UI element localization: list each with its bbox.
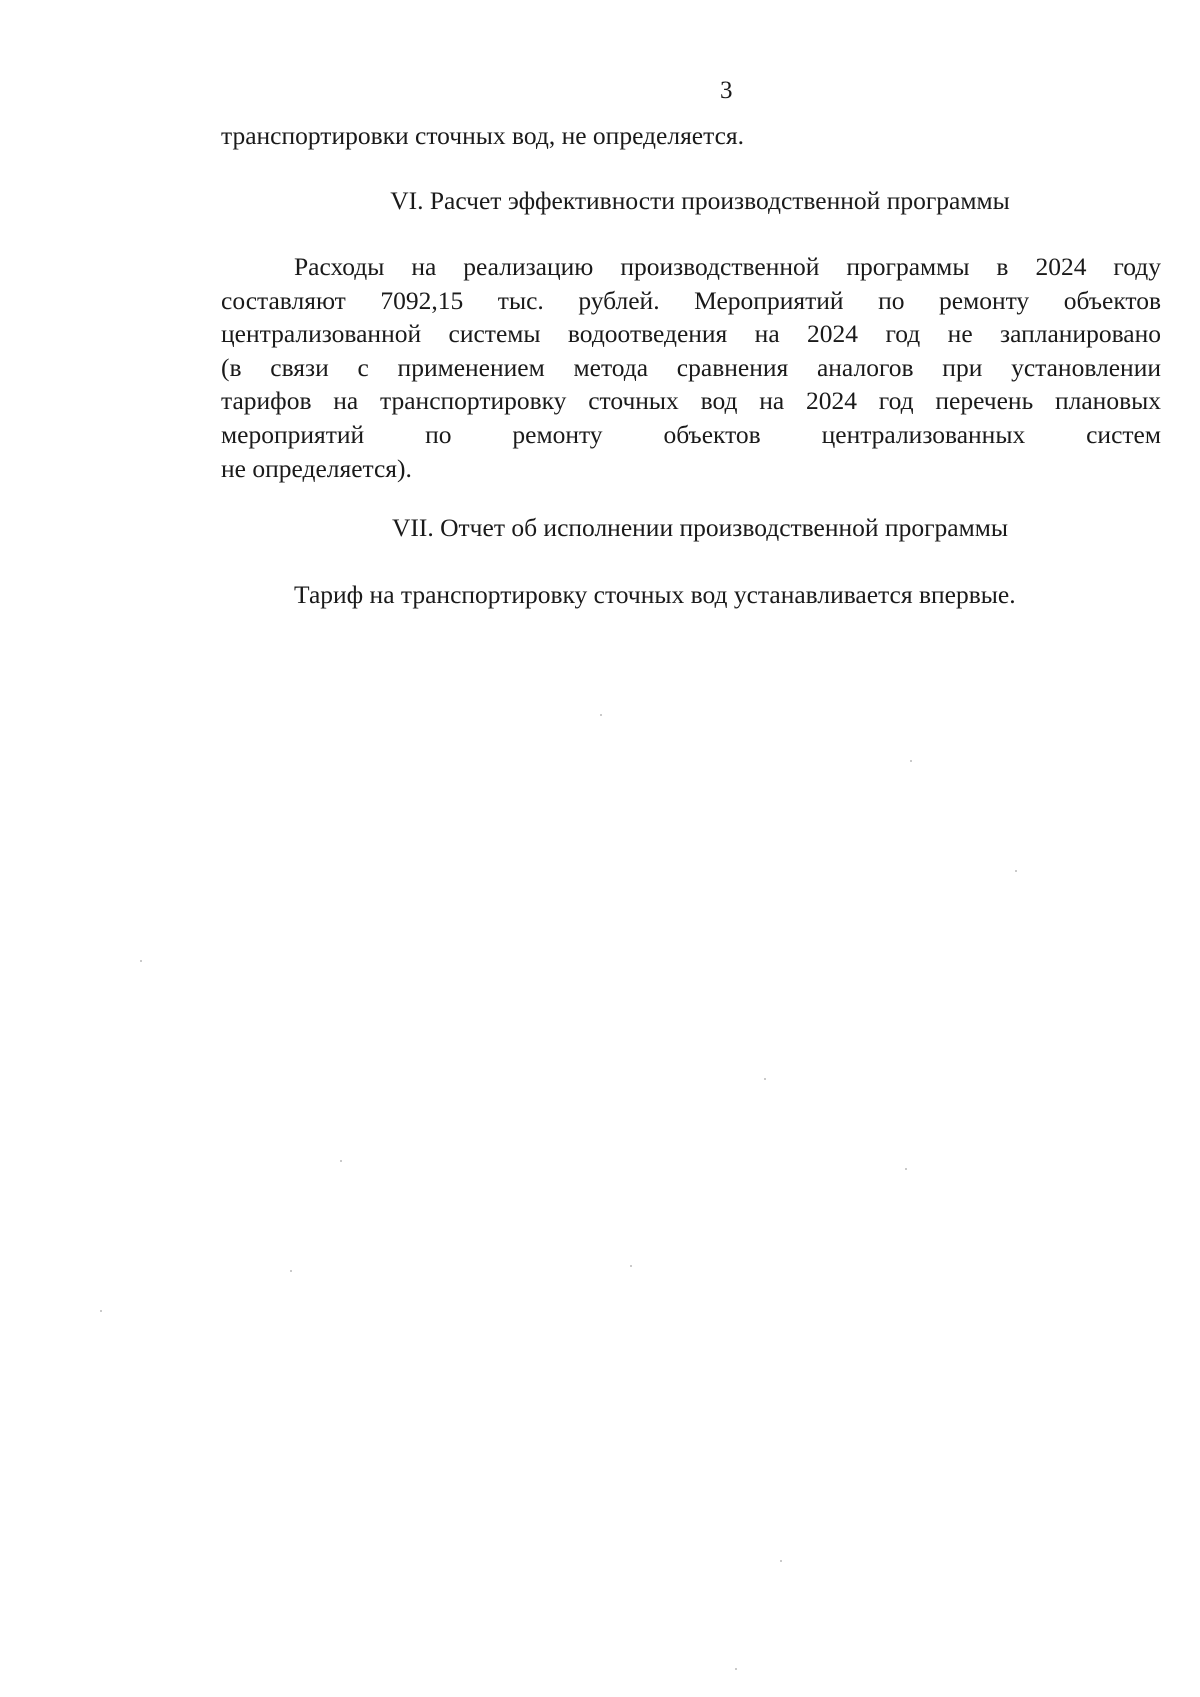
paragraph-line: не определяется). [221,453,412,483]
paragraph-line: централизованной системы водоотведения на 2024 год не запланировано [221,319,1161,349]
section-6-paragraph [221,250,1161,485]
section-7-heading: VII. Отчет об исполнении производственной программы [391,513,1009,542]
paragraph-line: тарифов на транспортировку сточных вод на 2024 год перечень плановых [221,386,1161,416]
section-7-text: Тариф на транспортировку сточных вод устанавливается впервые. [294,580,1016,609]
paragraph-line: (в связи с применением метода сравнения аналогов при установлении [221,352,1161,382]
continuation-text: транспортировки сточных вод, не определяется. [221,121,744,150]
paragraph-line: мероприятий по ремонту объектов централизованных систем [221,419,1161,449]
page-number: 3 [720,77,733,104]
paragraph-line: Расходы на реализацию производственной программы в 2024 году [294,252,1161,281]
section-6-heading: VI. Расчет эффективности производственной программы [390,186,1010,215]
paragraph-line: составляют 7092,15 тыс. рублей. Мероприятий по ремонту объектов [221,285,1161,315]
